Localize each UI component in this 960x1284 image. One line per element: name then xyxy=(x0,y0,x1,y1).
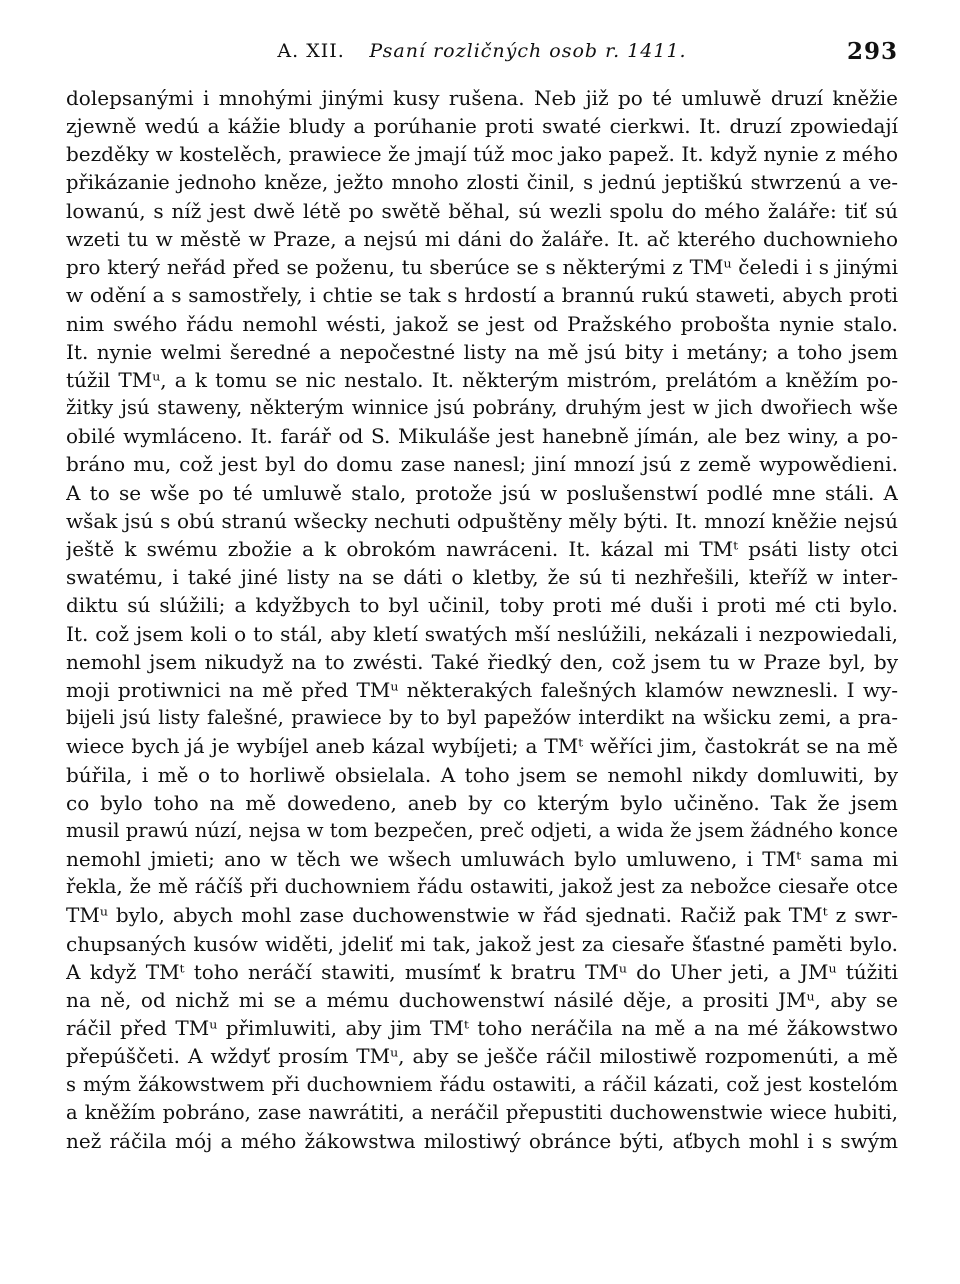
text-line: TMᵘ bylo, abych mohl zase duchowenstwie w řád sjednati. Račiž pak TMᵗ z swr- xyxy=(66,903,898,928)
text-line: túžil TMᵘ, a k tomu se nic nestalo. It. některým mistróm, prelátóm a kněžím po- xyxy=(66,367,898,392)
text-line: přikázanie jednoho kněze, ježto mnoho zlosti činil, s jednú jeptiškú stwrzenú a ve- xyxy=(66,170,898,194)
text-line: nemohl jsem nikudyž na to zwésti. Také řiedký den, což jsem tu w Praze byl, by xyxy=(66,649,898,674)
text-line: A to se wše po té umluwě stalo, protože jsú w poslušenstwí podlé mne stáli. A xyxy=(66,480,898,505)
running-title: Psaní rozličných osob r. 1411. xyxy=(369,40,687,62)
text-line: nemohl jmieti; ano w těch we wšech umluwách bylo umluweno, i TMᵗ sama mi xyxy=(66,847,898,872)
text-line: lowanú, s níž jest dwě létě po swětě běhal, sú wezli spolu do mého žaláře: tiť sú xyxy=(66,198,898,223)
text-line: a kněžím pobráno, zase nawrátiti, a neráčil přepustiti duchowenstwie wiece hubiti, xyxy=(66,1100,898,1124)
text-line: diktu sú slúžili; a kdyžbych to byl učinil, toby proti mé duši i proti mé cti bylo. xyxy=(66,593,898,618)
text-line: ještě k swému zbožie a k obrokóm nawráceni. It. kázal mi TMᵗ psáti listy otci xyxy=(66,537,898,561)
running-head-center xyxy=(66,40,898,62)
text-line: A když TMᵗ toho neráčí stawiti, musímť k bratru TMᵘ do Uher jeti, a JMᵘ túžiti xyxy=(66,959,898,984)
text-line: co bylo toho na mě dowedeno, aneb by co kterým bylo učiněno. Tak že jsem xyxy=(66,790,898,815)
text-line: bráno mu, což jest byl do domu zase nanesl; jiní mnozí jsú z země wypowědieni. xyxy=(66,452,898,477)
text-line: nim swého řádu nemohl wésti, jakož se jest od Pražského probošta nynie stalo. xyxy=(66,311,898,336)
text-line: bezděky w kostelěch, prawiece že jmají túž moc jako papež. It. když nynie z mého xyxy=(66,142,898,167)
text-line: wšak jsú s obú stranú wšecky nechuti odpuštěny měly býti. It. mnozí kněžie nejsú xyxy=(66,508,898,533)
text-line: chupsaných kusów widěti, jdeliť mi tak, jakož jest za ciesaře šťastné paměti bylo. xyxy=(66,931,898,956)
text-line: musil prawú núzí, nejsa w tom bezpečen, preč odjeti, a wida že jsem žádného konce xyxy=(66,818,898,842)
text-line: It. nynie welmi šeredné a nepočestné listy na mě jsú bity i metány; a toho jsem xyxy=(66,339,898,364)
text-line: wiece bych já je wybíjel aneb kázal wybíjeti; a TMᵗ wěříci jim, častokrát se na mě xyxy=(66,734,898,759)
text-line: ráčil před TMᵘ přimluwiti, aby jim TMᵗ toho neráčila na mě a na mé žákowstwo xyxy=(66,1016,898,1041)
text-line: bijeli jsú listy falešné, prawiece by to byl papežów interdikt na wšicku zemi, a pra- xyxy=(66,706,898,730)
text-line: It. což jsem koli o to stál, aby kletí swatých mší neslúžili, nekázali i nezpowiedali, xyxy=(66,621,898,646)
page-number: 293 xyxy=(846,38,898,65)
text-line: s mým žákowstwem při duchowniem řádu ostawiti, a ráčil kázati, což jest kostelóm xyxy=(66,1072,898,1096)
text-line: dolepsanými i mnohými jinými kusy rušena. Neb již po té umluwě druzí kněžie xyxy=(66,86,898,110)
text-line: moji protiwnici na mě před TMᵘ některakých falešných klamów newznesli. I wy- xyxy=(66,677,898,702)
text-line: než ráčila mój a mého žákowstwa milostiwý obránce býti, aťbych mohl i s swým xyxy=(66,1128,898,1153)
text-line: žitky jsú staweny, některým winnice jsú pobrány, druhým jest w jich dwořiech wše xyxy=(66,396,898,420)
text-line: swatému, i také jiné listy na se dáti o kletby, že sú ti nezhřešili, kteříž w inter- xyxy=(66,565,898,590)
running-head xyxy=(66,40,898,80)
text-line: zjewně wedú a kážie bludy a porúhanie proti swaté cierkwi. It. druzí zpowiedají xyxy=(66,114,898,139)
body-text xyxy=(66,84,898,1155)
text-line: přepúščeti. A wždyť prosím TMᵘ, aby se ješče ráčil milostiwě rozpomenúti, a mě xyxy=(66,1044,898,1069)
book-page xyxy=(66,40,898,1155)
text-line: wzeti tu w městě w Praze, a nejsú mi dáni do žaláře. It. ač kterého duchownieho xyxy=(66,226,898,251)
text-line: búřila, i mě o to horliwě obsielala. A toho jsem se nemohl nikdy domluwiti, by xyxy=(66,762,898,787)
text-line: obilé wymláceno. It. farář od S. Mikuláše jest hanebně jímán, ale bez winy, a po- xyxy=(66,424,898,449)
text-line: w odění a s samostřely, i chtie se tak s hrdostí a brannú rukú staweti, abych proti xyxy=(66,283,898,308)
text-line: na ně, od nichž mi se a mému duchowenstwí násilé děje, a prositi JMᵘ, aby se xyxy=(66,988,898,1012)
text-line: pro který neřád před se poženu, tu sberúce se s některými z TMᵘ čeledi i s jinými xyxy=(66,255,898,280)
section-label: A. XII. xyxy=(277,40,345,62)
text-line: řekla, že mě ráčíš při duchowniem řádu ostawiti, jakož jest za nebožce ciesaře otce xyxy=(66,875,898,899)
